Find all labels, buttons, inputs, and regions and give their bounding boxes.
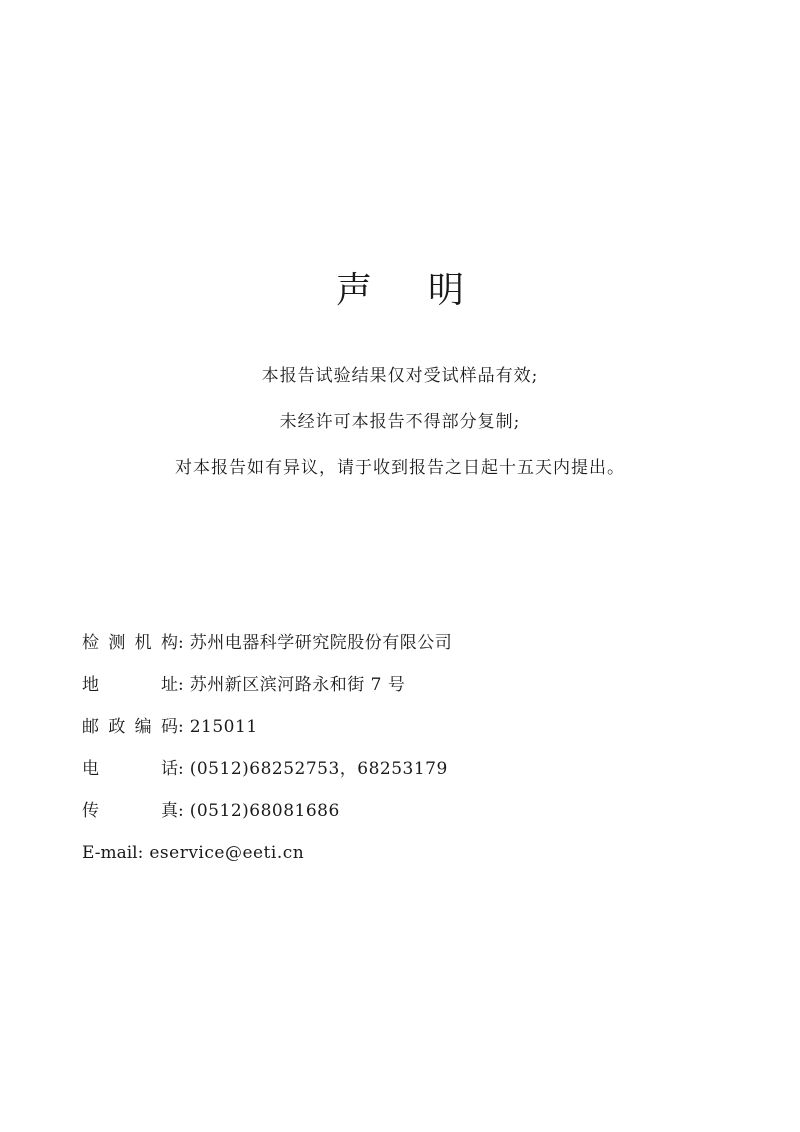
phone-value: (0512)68252753，68253179 <box>189 759 448 779</box>
statement-list <box>0 364 800 502</box>
address-row <box>82 673 452 697</box>
phone-row <box>82 757 452 781</box>
statement-line: 未经许可本报告不得部分复制; <box>279 412 521 432</box>
address-sep: : <box>178 675 184 695</box>
fax-label: 传真 <box>82 801 178 821</box>
statement-line: 对本报告如有异议，请于收到报告之日起十五天内提出。 <box>175 458 625 478</box>
fax-value: (0512)68081686 <box>189 801 340 821</box>
address-label: 地址 <box>82 675 178 695</box>
email-sep: : <box>137 843 144 863</box>
fax-row <box>82 799 452 823</box>
email-row <box>82 841 452 865</box>
postcode-sep: : <box>178 717 184 737</box>
page-title <box>0 262 800 313</box>
title-char-1: 声 <box>335 270 372 311</box>
postcode-label: 邮政编码 <box>82 717 178 737</box>
phone-sep: : <box>178 759 184 779</box>
org-label: 检测机构 <box>82 633 178 653</box>
org-sep: : <box>178 633 184 653</box>
org-row <box>82 631 452 655</box>
postcode-row <box>82 715 452 739</box>
address-value: 苏州新区滨河路永和街 7 号 <box>189 675 406 695</box>
contact-info <box>82 631 452 883</box>
org-value: 苏州电器科学研究院股份有限公司 <box>189 633 453 653</box>
statement-line: 本报告试验结果仅对受试样品有效; <box>261 366 539 386</box>
email-label: E-mail <box>82 843 138 863</box>
phone-label: 电话 <box>82 759 178 779</box>
fax-sep: : <box>178 801 184 821</box>
title-char-2: 明 <box>428 270 465 311</box>
postcode-value: 215011 <box>189 717 258 737</box>
email-value: eservice@eeti.cn <box>149 843 305 863</box>
